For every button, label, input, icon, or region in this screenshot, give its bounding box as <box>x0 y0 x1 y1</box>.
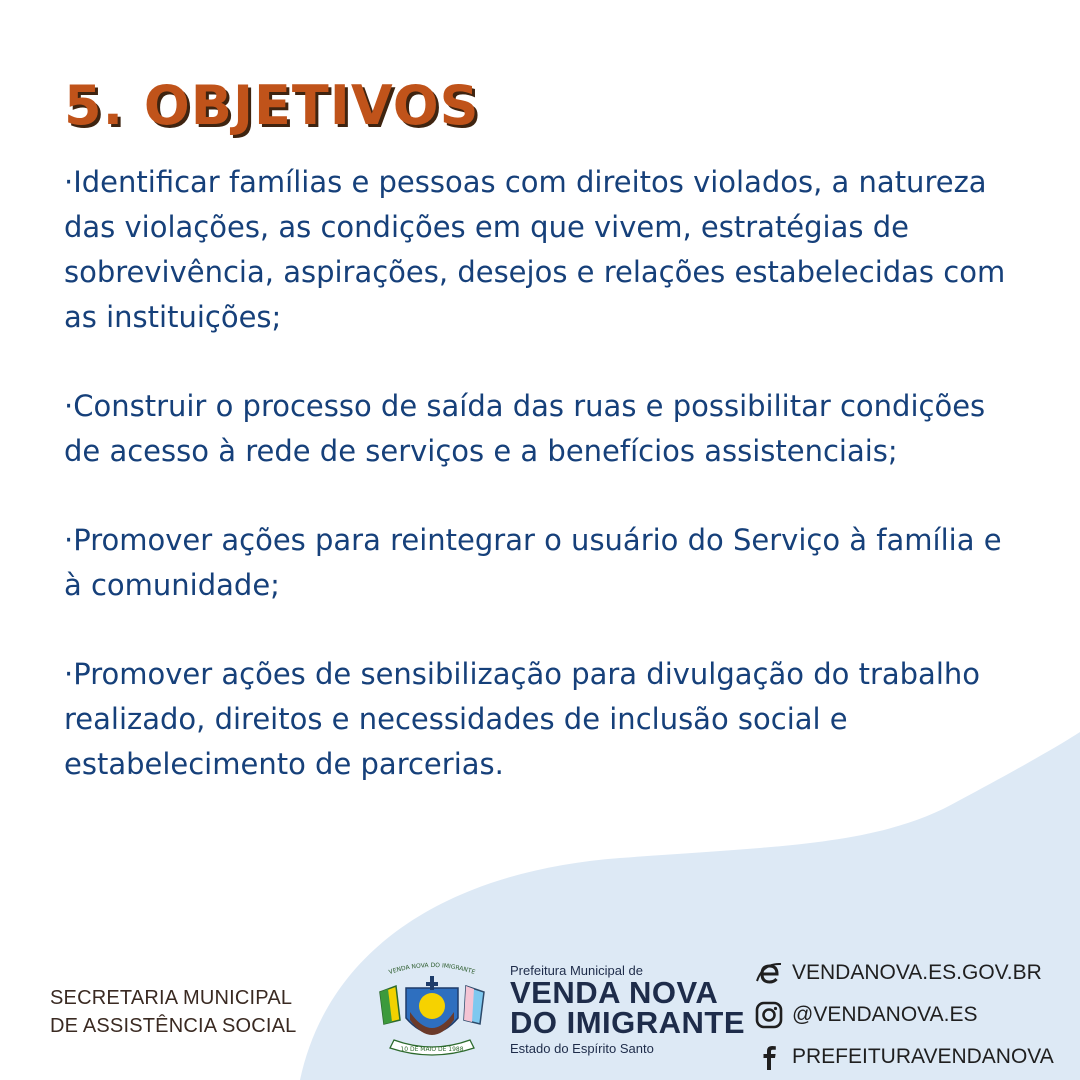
crest-ribbon-top: VENDA NOVA DO IMIGRANTE <box>387 962 477 977</box>
instagram-icon <box>754 1000 784 1030</box>
prefeitura-small-label: Prefeitura Municipal de <box>510 963 643 978</box>
prefeitura-logo <box>510 963 745 1058</box>
instagram-text: @VENDANOVA.ES <box>792 1003 978 1026</box>
prefeitura-name-line-2: DO IMIGRANTE <box>510 1005 746 1040</box>
secretaria-line-2: DE ASSISTÊNCIA SOCIAL <box>50 1015 297 1037</box>
objective-item: ·Promover ações para reintegrar o usuário do Serviço à família e à comunidade; <box>64 523 1002 602</box>
prefeitura-state: Estado do Espírito Santo <box>510 1041 654 1056</box>
facebook-icon <box>754 1042 784 1072</box>
browser-e-icon <box>754 958 784 988</box>
objective-item: ·Identificar famílias e pessoas com direitos violados, a natureza das violações, as condições em que vivem, estratégias de sobrevivência, aspirações, desejos e relações estabelecidas com as instituições; <box>64 165 1006 334</box>
instagram-link[interactable] <box>754 994 1054 1036</box>
secretaria-label <box>50 984 297 1040</box>
prefeitura-name-line-1: VENDA NOVA <box>510 975 719 1010</box>
facebook-link[interactable] <box>754 1036 1054 1078</box>
objective-item: ·Promover ações de sensibilização para divulgação do trabalho realizado, direitos e necessidades de inclusão social e estabelecimento de parcerias. <box>64 657 981 781</box>
secretaria-line-1: SECRETARIA MUNICIPAL <box>50 987 293 1009</box>
crest-ribbon-bottom: 10 DE MAIO DE 1988 <box>400 1046 464 1053</box>
svg-text:VENDA NOVA DO IMIGRANTE <box>388 962 476 976</box>
page-title: 5. OBJETIVOS <box>64 74 480 137</box>
website-text: VENDANOVA.ES.GOV.BR <box>792 961 1042 984</box>
municipal-crest-icon <box>370 962 494 1062</box>
website-link[interactable] <box>754 952 1054 994</box>
objectives-list <box>64 160 1024 831</box>
contact-list <box>754 952 1054 1078</box>
facebook-text: PREFEITURAVENDANOVA <box>792 1045 1054 1068</box>
objective-item: ·Construir o processo de saída das ruas e possibilitar condições de acesso à rede de serviços e a benefícios assistenciais; <box>64 389 986 468</box>
